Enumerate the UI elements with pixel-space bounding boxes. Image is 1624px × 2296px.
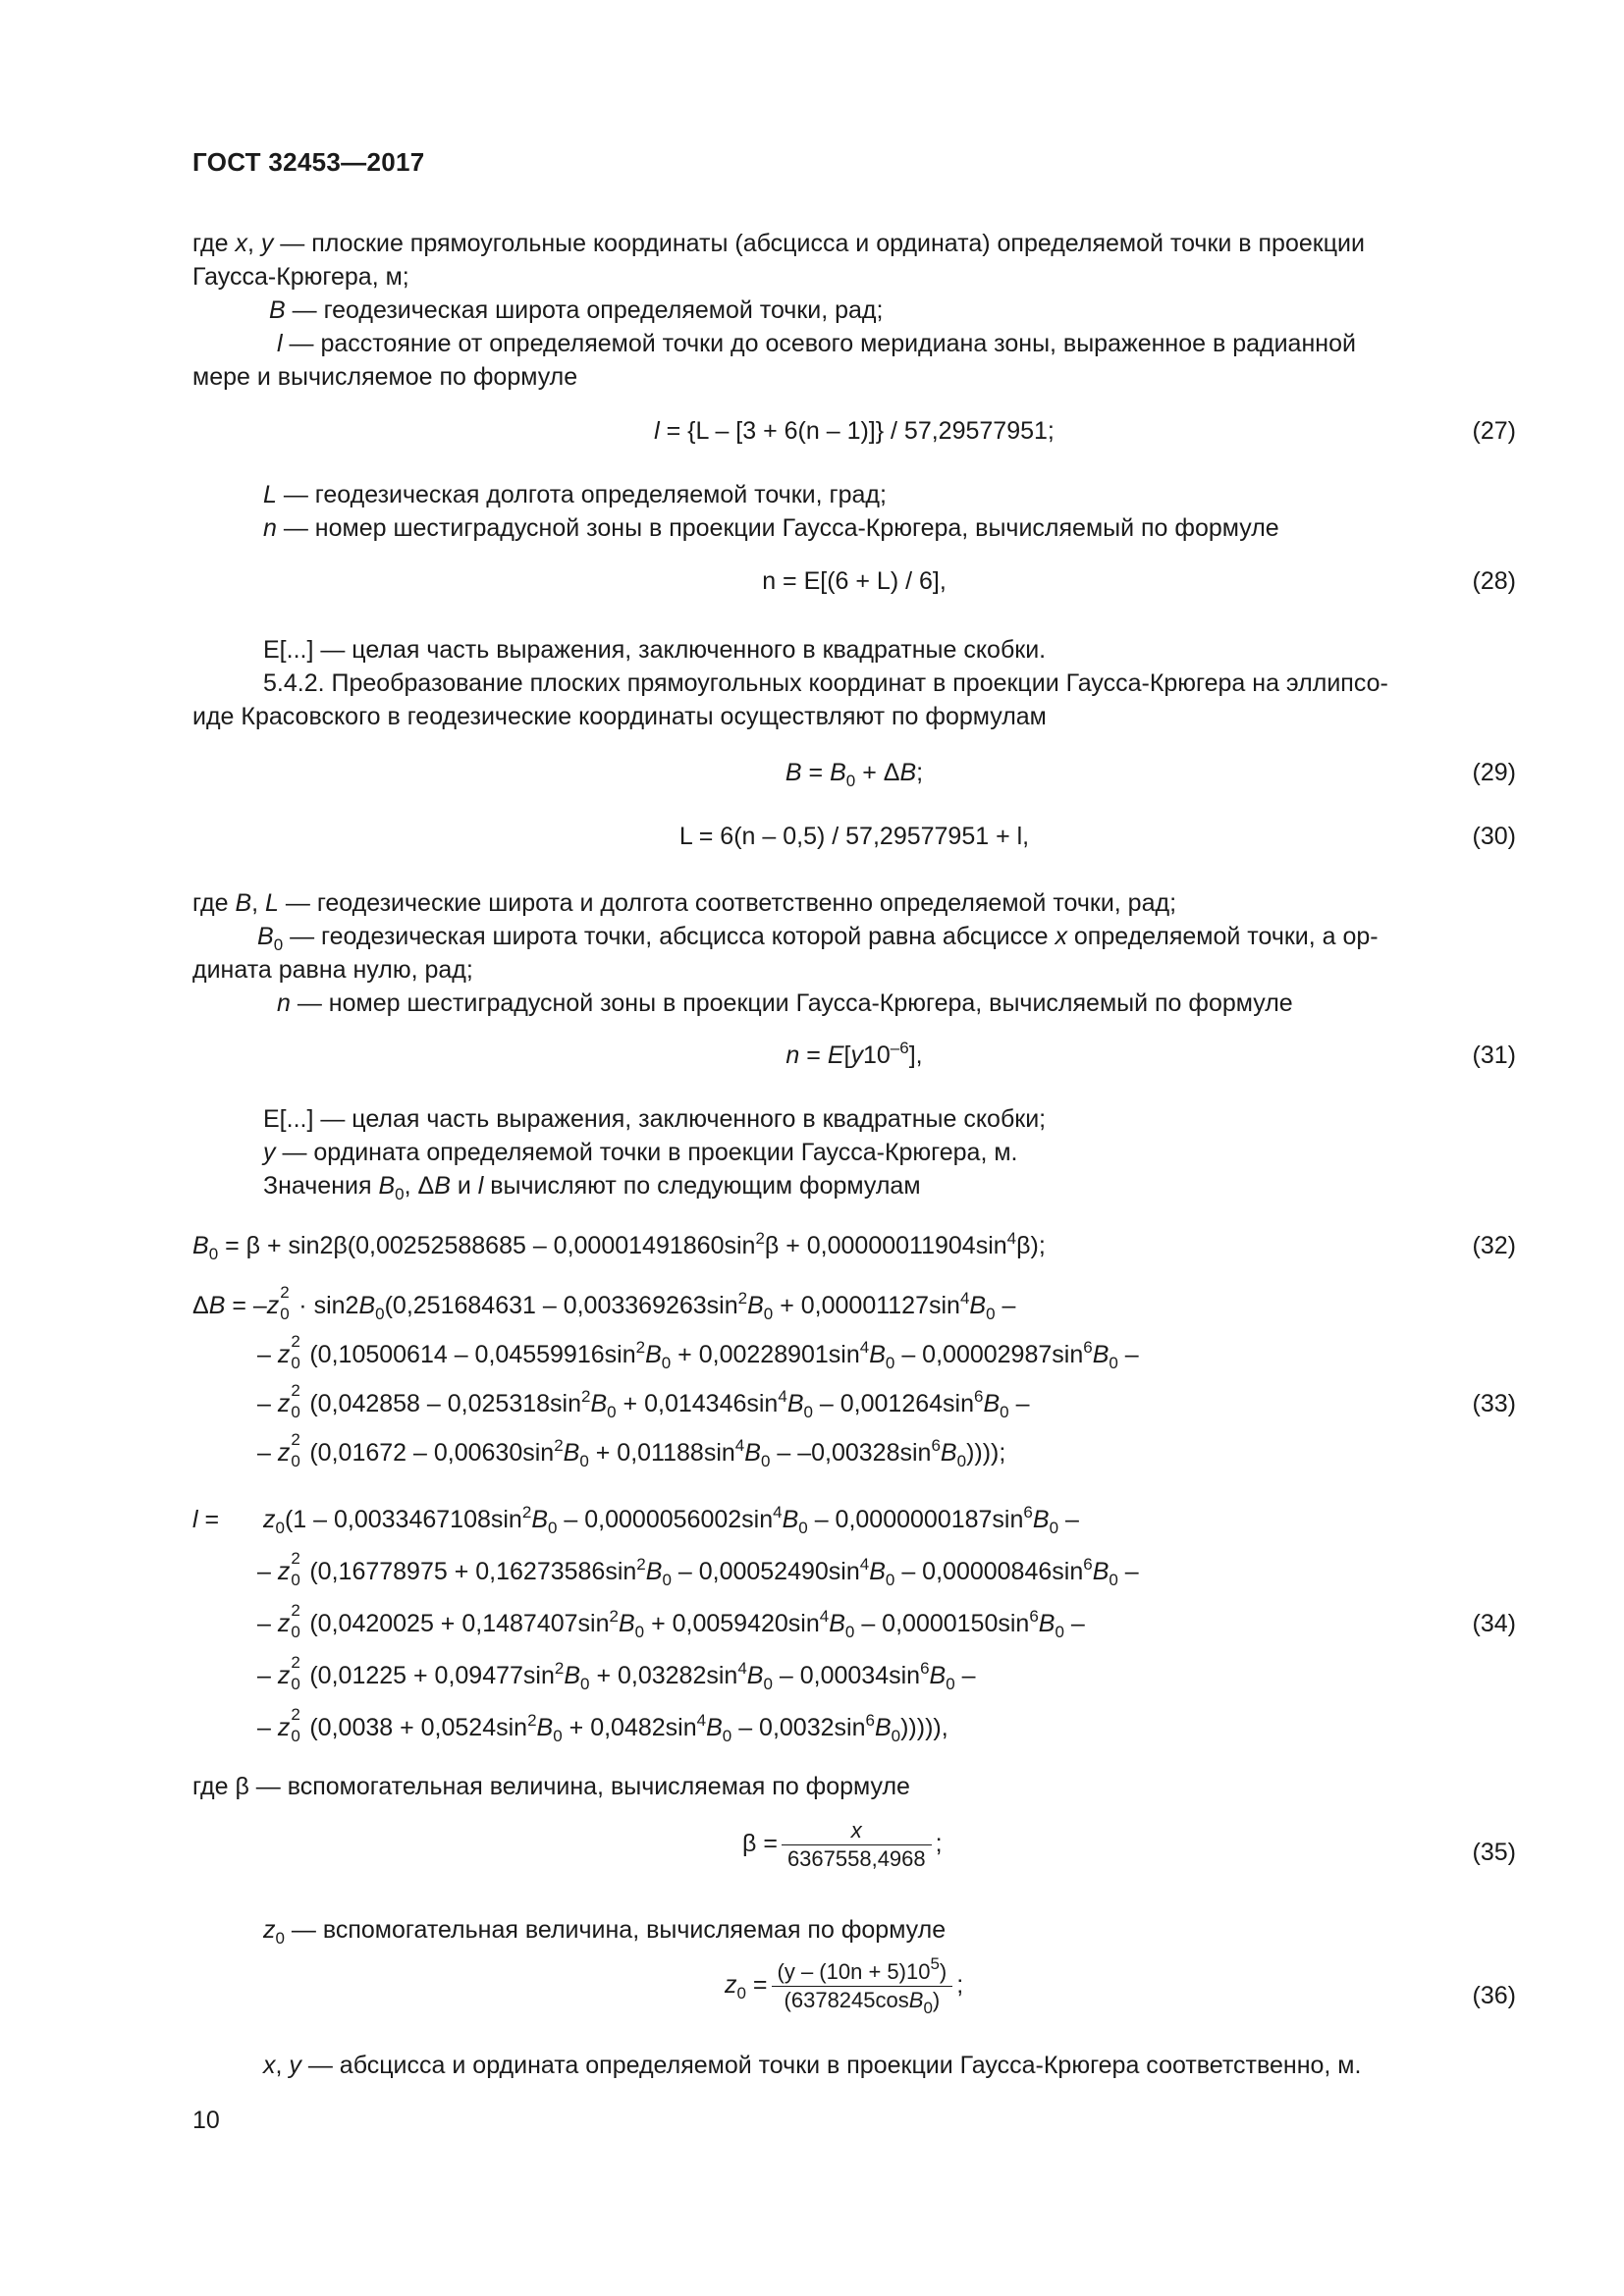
formula-34-label: l = — [192, 1506, 220, 1533]
formula-34-line: – z 2 0 ($0,0420025 + 0,1487407\sin^2B_0 + 0,0059420\sin^4B_0 - 0,0000150\sin^6B_0$ – — [257, 1601, 1085, 1641]
equation-number: (35) — [1472, 1839, 1516, 1866]
text-line: иде Красовского в геодезические координаты осуществляют по формулам — [192, 703, 1047, 730]
text-line: Значения $B_0$, ΔB и l вычисляют по следующим формулам — [263, 1172, 921, 1203]
text-line: E[...] — целая часть выражения, заключенного в квадратные скобки; — [263, 1105, 1047, 1133]
text-line: мере и вычисляемое по формуле — [192, 363, 578, 391]
text-line: E[...] — целая часть выражения, заключенного в квадратные скобки. — [263, 636, 1047, 664]
formula-33-line: – z 2 0 ($0,10500614 - 0,04559916\sin^2B_0 + 0,00228901\sin^4B_0 - 0,00002987\sin^6B_0$ – — [257, 1332, 1139, 1372]
text-line: n — номер шестиградусной зоны в проекции Гаусса-Крюгера, вычисляемый по формуле — [277, 989, 1293, 1017]
equation-number: (33) — [1472, 1390, 1516, 1417]
equation-number: (29) — [1472, 759, 1516, 786]
text-line: 5.4.2. Преобразование плоских прямоугольных координат в проекции Гаусса-Крюгера на эллипсо- — [263, 669, 1388, 697]
formula-28: n = E[(6 + L) / 6], (28) — [192, 564, 1516, 598]
formula-35: β = $\frac{x}{6367558,4968}$ ; — [742, 1818, 943, 1871]
equation-number: (32) — [1472, 1232, 1516, 1259]
equation-number: (34) — [1472, 1610, 1516, 1637]
formula-34-line: – z 2 0 ($0,01225 + 0,09477\sin^2B_0 + 0,03282\sin^4B_0 - 0,00034\sin^6B_0$ – — [257, 1653, 976, 1693]
formula-34-line: $z_0(1 - 0,0033467108\sin^2B_0 - 0,0000056002\sin^4B_0 - 0,0000000187\sin^6B_0$ – — [263, 1503, 1079, 1537]
equation-number: (31) — [1472, 1041, 1516, 1069]
formula-29: $B = B_0 + \Delta B$; (29) — [192, 756, 1516, 789]
text-line: B — геодезическая широта определяемой точки, рад; — [269, 296, 884, 324]
text-line: l — расстояние от определяемой точки до осевого меридиана зоны, выраженное в радианной — [277, 330, 1356, 357]
equation-number: (27) — [1472, 417, 1516, 445]
text-line: где B, L — геодезические широта и долгота соответственно определяемой точки, рад; — [192, 889, 1177, 917]
formula-34-line: – z 2 0 ($0,16778975 + 0,16273586\sin^2B_0 - 0,00052490\sin^4B_0 - 0,00000846\sin^6B_0$ – — [257, 1549, 1139, 1589]
text-line: L — геодезическая долгота определяемой точки, град; — [263, 481, 887, 508]
text-line: y — ордината определяемой точки в проекции Гаусса-Крюгера, м. — [263, 1139, 1018, 1166]
equation-number: (36) — [1472, 1982, 1516, 2009]
text-line: $B_0$ — геодезическая широта точки, абсцисса которой равна абсциссе x определяемой точки, а ор- — [257, 923, 1379, 954]
formula-33-line: ΔB = –z 2 0 · $\sin 2B_0(0,251684631 - 0,003369263\sin^2B_0 + 0,00001127\sin^4B_0$ – — [192, 1283, 1016, 1323]
formula-33-line: – z 2 0 $(0,01672 - 0,00630\sin^2B_0 + 0,01188\sin^4B_0 - -0,00328\sin^6B_0)$))); — [257, 1430, 1006, 1470]
formula-31: $n = E[y10^{-6}]$, (31) — [192, 1039, 1516, 1072]
page-number: 10 — [192, 2107, 220, 2134]
text-line: x, y — абсцисса и ордината определяемой точки в проекции Гаусса-Крюгера соответственно, м. — [263, 2052, 1362, 2079]
formula-34-line: – z 2 0 $(0,0038 + 0,0524\sin^2B_0 + 0,0482\sin^4B_0 - 0,0032\sin^6B_0)$)))), — [257, 1705, 948, 1745]
text-line: дината равна нулю, рад; — [192, 956, 473, 984]
formula-33-line: – z 2 0 ($0,042858 - 0,025318\sin^2B_0 + 0,014346\sin^4B_0 - 0,001264\sin^6B_0$ – — [257, 1381, 1030, 1421]
formula-36: $z_0$ = $\frac{(y - (10n + 5)10^5)}{(6378245\cos B_0)}$ ; — [725, 1954, 964, 2017]
text-line: n — номер шестиградусной зоны в проекции Гаусса-Крюгера, вычисляемый по формуле — [263, 514, 1279, 542]
document-header: ГОСТ 32453—2017 — [192, 147, 425, 177]
text-line: где β — вспомогательная величина, вычисляемая по формуле — [192, 1773, 910, 1800]
text-line: где x, y — плоские прямоугольные координаты (абсцисса и ордината) определяемой точки в проекции — [192, 230, 1365, 257]
formula-30: L = 6(n – 0,5) / 57,29577951 + l, (30) — [192, 820, 1516, 853]
text-line: Гаусса-Крюгера, м; — [192, 263, 409, 291]
text-line: $z_0$ — вспомогательная величина, вычисляемая по формуле — [263, 1916, 947, 1948]
formula-32: $B_0 = \beta + \sin 2\beta(0,00252588685 - 0,00001491860\sin^2\beta + 0,00000011904\sin^4\beta)$; — [192, 1229, 1046, 1263]
equation-number: (30) — [1472, 823, 1516, 850]
formula-27: l = {L – [3 + 6(n – 1)]} / 57,29577951; (27) — [192, 414, 1516, 448]
equation-number: (28) — [1472, 567, 1516, 595]
